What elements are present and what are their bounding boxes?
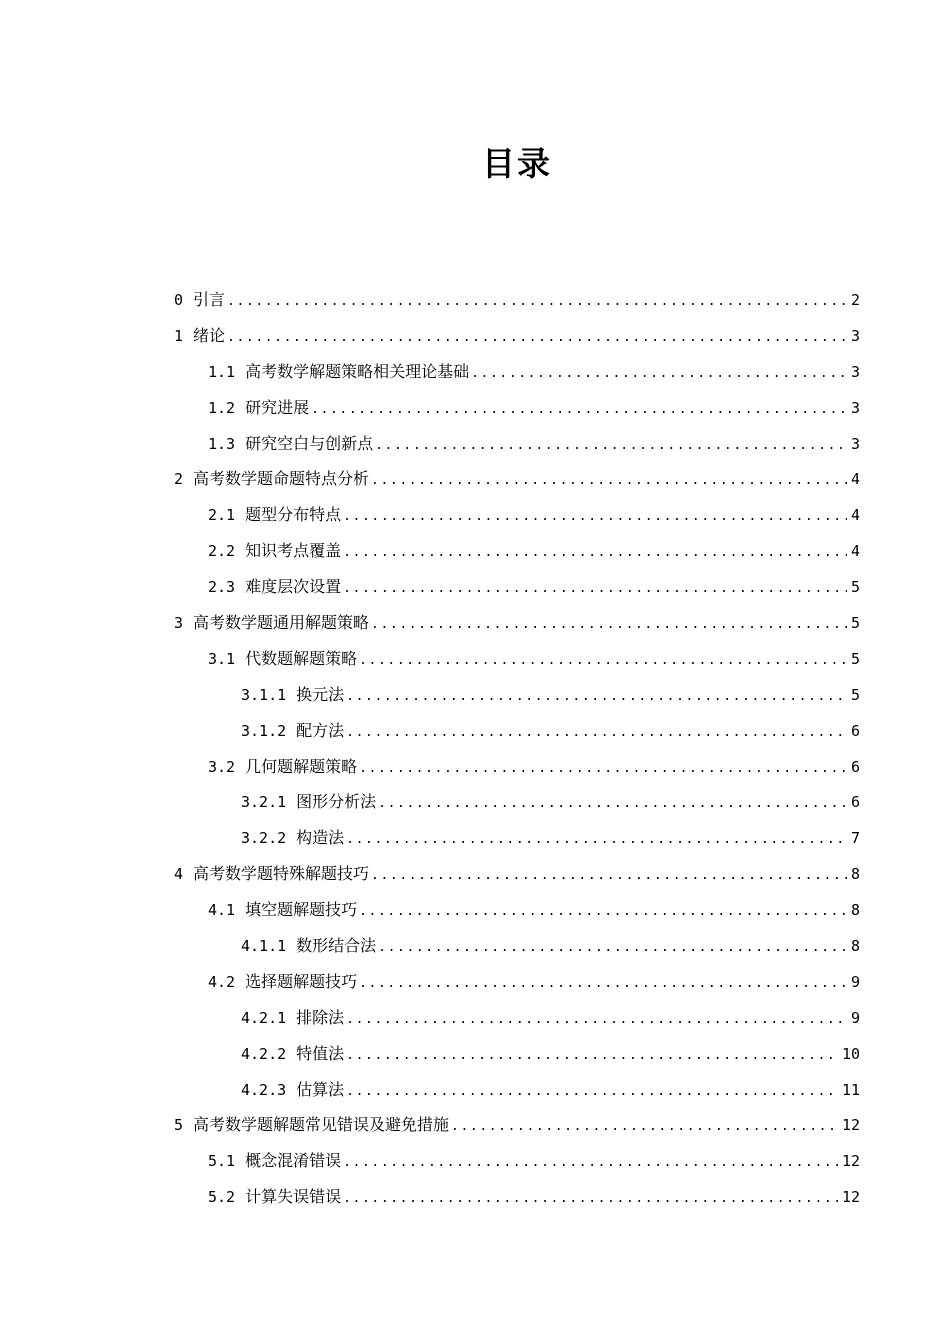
toc-entry-number: 1.2 (208, 398, 236, 417)
toc-entry-number: 4.1.1 (241, 937, 287, 956)
toc-entry-page-number: 7 (850, 829, 860, 848)
toc-entry[interactable] (174, 569, 860, 605)
dot-leader (343, 499, 847, 535)
toc-entry[interactable] (174, 1143, 860, 1179)
toc-entry-title: 计算失误错误 (245, 1187, 342, 1207)
dot-leader (346, 822, 847, 858)
toc-entry-number: 5 (174, 1116, 184, 1135)
toc-entry-title: 配方法 (296, 720, 345, 740)
toc-entry-number: 3.1.2 (241, 721, 287, 740)
dot-leader (359, 751, 847, 787)
toc-entry-number: 4 (174, 865, 184, 884)
toc-entry-number: 0 (174, 291, 184, 309)
toc-entry-title: 研究空白与创新点 (245, 433, 374, 453)
dot-leader (471, 356, 847, 392)
toc-entry-page-number: 8 (850, 865, 860, 884)
dot-leader (375, 428, 847, 464)
dot-leader (227, 320, 847, 356)
toc-entry-page-number: 5 (850, 578, 860, 597)
toc-entry-page-number: 6 (850, 721, 860, 740)
toc-entry-title: 图形分析法 (296, 792, 377, 812)
dot-leader (343, 1181, 838, 1217)
dot-leader (346, 1074, 838, 1110)
toc-entry-number: 4.2.3 (241, 1080, 287, 1099)
toc-entry-title: 高考数学题解题常见错误及避免措施 (193, 1115, 450, 1135)
toc-entry[interactable] (174, 282, 860, 318)
toc-entry-title: 填空题解题技巧 (245, 900, 358, 920)
toc-entry[interactable] (174, 784, 860, 820)
toc-entry[interactable] (174, 1000, 860, 1036)
toc-entry-number: 1 (174, 326, 184, 345)
toc-entry-page-number: 10 (841, 1044, 860, 1063)
toc-entry-title: 几何题解题策略 (245, 756, 358, 776)
toc-entry-number: 4.2 (208, 972, 236, 991)
toc-entry[interactable] (174, 533, 860, 569)
toc-entry-page-number: 12 (841, 1188, 860, 1207)
toc-entry-page-number: 9 (850, 972, 860, 991)
dot-leader (359, 894, 847, 930)
toc-entry-page-number: 5 (850, 649, 860, 668)
toc-entry-number: 5.2 (208, 1188, 236, 1207)
toc-entry-title: 研究进展 (245, 397, 310, 417)
page-title: 目录 (482, 144, 552, 183)
toc-entry[interactable] (174, 1072, 860, 1108)
toc-entry-number: 2 (174, 470, 184, 489)
toc-entry-page-number: 8 (850, 937, 860, 956)
toc-entry-page-number: 5 (850, 614, 860, 633)
toc-entry-title: 概念混淆错误 (245, 1151, 342, 1171)
dot-leader (343, 571, 847, 607)
dot-leader (378, 786, 847, 822)
dot-leader (343, 1145, 838, 1181)
toc-entry-number: 3.1.1 (241, 685, 287, 704)
toc-entry-number: 2.1 (208, 506, 236, 525)
toc-entry-number: 4.1 (208, 901, 236, 920)
toc-entry-page-number: 6 (850, 757, 860, 776)
dot-leader (346, 715, 847, 751)
table-of-contents (174, 282, 860, 1215)
dot-leader (371, 858, 847, 894)
toc-entry-number: 3.2 (208, 757, 236, 776)
toc-entry-title: 选择题解题技巧 (245, 971, 358, 991)
dot-leader (371, 463, 847, 499)
dot-leader (343, 535, 847, 571)
toc-entry-page-number: 6 (850, 793, 860, 812)
toc-entry[interactable] (174, 820, 860, 856)
toc-entry-title: 引言 (193, 290, 226, 309)
toc-entry[interactable] (174, 318, 860, 354)
toc-entry-title: 代数题解题策略 (245, 648, 358, 668)
toc-entry-number: 2.3 (208, 578, 236, 597)
toc-entry-number: 4.2.1 (241, 1008, 287, 1027)
toc-entry-page-number: 3 (850, 434, 860, 453)
dot-leader (311, 392, 847, 428)
toc-entry-page-number: 2 (850, 291, 860, 309)
toc-entry-title: 换元法 (296, 684, 345, 704)
dot-leader (371, 607, 847, 643)
toc-entry-title: 题型分布特点 (245, 505, 342, 525)
toc-entry[interactable] (174, 390, 860, 426)
toc-entry[interactable] (174, 1036, 860, 1072)
toc-entry-number: 3.2.1 (241, 793, 287, 812)
toc-entry-title: 排除法 (296, 1007, 345, 1027)
toc-entry-title: 高考数学题特殊解题技巧 (193, 864, 370, 884)
toc-entry-title: 数形结合法 (296, 936, 377, 956)
toc-entry-number: 2.2 (208, 542, 236, 561)
toc-entry[interactable] (174, 426, 860, 462)
toc-entry-number: 1.3 (208, 434, 236, 453)
toc-entry-title: 难度层次设置 (245, 577, 342, 597)
toc-entry[interactable] (174, 749, 860, 785)
toc-entry-page-number: 3 (850, 362, 860, 381)
toc-entry-page-number: 12 (841, 1152, 860, 1171)
toc-entry-page-number: 8 (850, 901, 860, 920)
toc-entry-title: 高考数学题命题特点分析 (193, 469, 370, 489)
dot-leader (346, 1002, 847, 1038)
toc-entry-number: 3.1 (208, 649, 236, 668)
toc-entry-number: 4.2.2 (241, 1044, 287, 1063)
toc-entry[interactable] (174, 856, 860, 892)
toc-entry-page-number: 4 (850, 470, 860, 489)
toc-entry-page-number: 3 (850, 326, 860, 345)
toc-entry-page-number: 5 (850, 685, 860, 704)
toc-entry[interactable] (174, 713, 860, 749)
toc-entry-number: 1.1 (208, 362, 236, 381)
toc-entry-number: 5.1 (208, 1152, 236, 1171)
toc-entry[interactable] (174, 928, 860, 964)
dot-leader (346, 1038, 838, 1074)
toc-entry-page-number: 11 (841, 1080, 860, 1099)
toc-entry[interactable] (174, 497, 860, 533)
toc-entry-page-number: 3 (850, 398, 860, 417)
dot-leader (359, 966, 847, 1002)
toc-entry-page-number: 9 (850, 1008, 860, 1027)
toc-entry-title: 高考数学题通用解题策略 (193, 613, 370, 633)
toc-entry-page-number: 4 (850, 542, 860, 561)
toc-entry-title: 高考数学解题策略相关理论基础 (245, 361, 470, 381)
toc-entry[interactable] (174, 461, 860, 497)
toc-entry-number: 3.2.2 (241, 829, 287, 848)
toc-entry[interactable] (174, 677, 860, 713)
toc-entry-number: 3 (174, 614, 184, 633)
toc-entry-page-number: 4 (850, 506, 860, 525)
toc-entry-title: 知识考点覆盖 (245, 541, 342, 561)
dot-leader (359, 643, 847, 679)
dot-leader (451, 1109, 838, 1145)
toc-entry[interactable] (174, 605, 860, 641)
toc-entry[interactable] (174, 964, 860, 1000)
toc-entry[interactable] (174, 892, 860, 928)
toc-entry[interactable] (174, 354, 860, 390)
toc-entry-title: 特值法 (296, 1043, 345, 1063)
dot-leader (227, 284, 847, 320)
toc-entry[interactable] (174, 641, 860, 677)
toc-entry[interactable] (174, 1107, 860, 1143)
toc-entry-page-number: 12 (841, 1116, 860, 1135)
toc-entry-title: 估算法 (296, 1079, 345, 1099)
toc-entry-title: 构造法 (296, 828, 345, 848)
dot-leader (378, 930, 847, 966)
dot-leader (346, 679, 847, 715)
toc-entry[interactable] (174, 1179, 860, 1215)
toc-entry-title: 绪论 (193, 325, 226, 345)
